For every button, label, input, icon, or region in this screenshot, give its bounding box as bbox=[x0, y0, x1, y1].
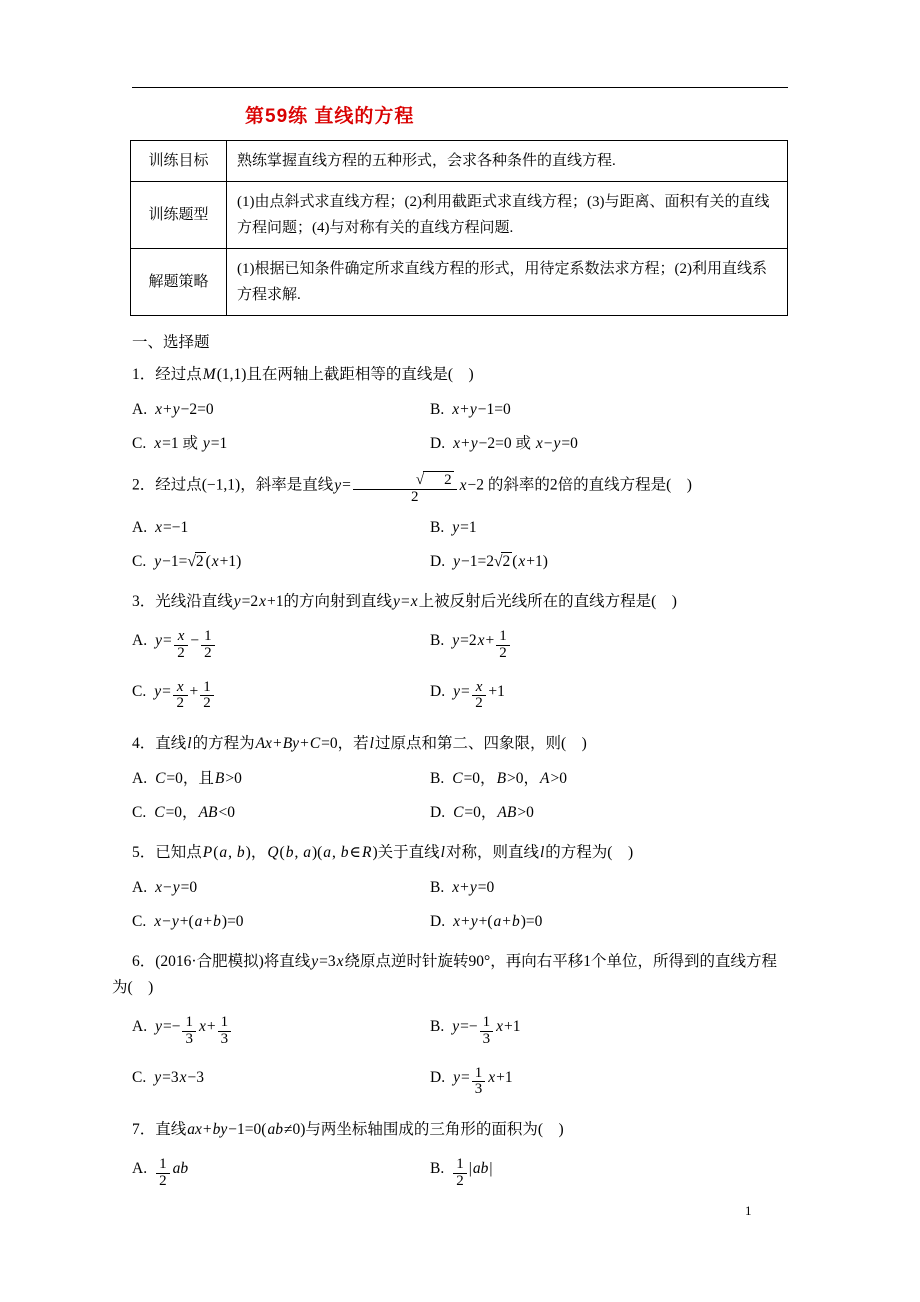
math-variable: b bbox=[512, 913, 520, 930]
math-variable: y bbox=[452, 1018, 460, 1036]
math-variable: b bbox=[340, 844, 349, 861]
fraction-numerator bbox=[353, 471, 457, 489]
option-label: D. bbox=[430, 553, 446, 570]
question-stem: 4．直线l的方程为Ax+By+C=0，若l过原点和第二、四象限，则( ) bbox=[132, 735, 587, 752]
math-variable: x bbox=[154, 435, 162, 452]
fraction bbox=[182, 1015, 196, 1048]
fraction bbox=[200, 680, 214, 713]
option-label: B. bbox=[430, 1018, 445, 1036]
math-variable: a bbox=[194, 913, 203, 930]
table-row bbox=[131, 249, 788, 316]
option-B bbox=[430, 767, 790, 791]
option-B bbox=[430, 516, 790, 540]
math-variable: x bbox=[453, 435, 460, 452]
question bbox=[112, 840, 790, 939]
options-grid bbox=[112, 620, 790, 721]
math-variable: y bbox=[154, 1068, 162, 1086]
option-content: y=− $\frac{1}{3}$ x+1 bbox=[452, 1014, 521, 1047]
math-variable: R bbox=[362, 844, 372, 861]
row-label: 训练目标 bbox=[131, 141, 227, 182]
option-A bbox=[132, 1015, 430, 1048]
option-A bbox=[132, 516, 430, 540]
math-variable: x bbox=[488, 1068, 496, 1086]
option-C bbox=[132, 801, 430, 825]
question bbox=[112, 731, 790, 830]
math-variable: x bbox=[176, 678, 184, 695]
option-C bbox=[132, 910, 430, 934]
option-content: x+y=0 bbox=[452, 879, 495, 896]
math-variable: y bbox=[453, 1068, 460, 1086]
option-content: C=0，B>0，A>0 bbox=[452, 770, 567, 787]
row-label: 训练题型 bbox=[131, 182, 227, 249]
math-variable: x bbox=[198, 1018, 206, 1036]
option-D bbox=[430, 550, 790, 574]
option-content: x=1 或 y=1 bbox=[154, 435, 228, 452]
math-variable: y bbox=[553, 435, 561, 452]
math-variable: C bbox=[452, 770, 463, 787]
option-label: A. bbox=[132, 879, 148, 896]
page-title: 第59练 直线的方程 bbox=[245, 106, 415, 127]
math-variable: by bbox=[212, 1121, 228, 1138]
option-label: B. bbox=[430, 1160, 445, 1178]
math-variable: y bbox=[155, 632, 162, 650]
math-variable: C bbox=[154, 804, 165, 821]
math-variable: l bbox=[539, 844, 545, 861]
table-row bbox=[131, 141, 788, 182]
option-D bbox=[430, 801, 790, 825]
math-variable: x bbox=[155, 519, 162, 536]
option-content: y=− $\frac{1}{3}$ x+ $\frac{1}{3}$ bbox=[154, 1018, 233, 1035]
option-A bbox=[132, 767, 430, 791]
option-content: y= $\frac{x}{2}$ +1 bbox=[453, 678, 505, 712]
option-D bbox=[430, 432, 790, 456]
math-variable: A bbox=[540, 770, 550, 787]
radical-sign: √ bbox=[493, 553, 503, 570]
math-variable: b bbox=[236, 844, 245, 861]
question-stem: 5．已知点P(a, b)，Q(b, a)(a, b∈R)关于直线l对称，则直线l的方程为( ) bbox=[132, 844, 634, 861]
radicand: 2 bbox=[195, 553, 204, 570]
math-variable: y bbox=[452, 632, 460, 650]
math-variable: ab bbox=[472, 1160, 489, 1178]
fraction-denominator: 2 bbox=[353, 489, 457, 506]
math-variable: y bbox=[171, 913, 179, 930]
option-label: C. bbox=[132, 804, 147, 821]
option-label: A. bbox=[132, 770, 148, 787]
option-C bbox=[132, 550, 430, 574]
question-stem: 3．光线沿直线y=2x+1的方向射到直线y=x上被反射后光线所在的直线方程是( ) bbox=[132, 593, 677, 610]
option-B bbox=[430, 876, 790, 900]
question bbox=[112, 362, 790, 461]
option-content: x−y+(a+b)=0 bbox=[154, 913, 244, 930]
top-rule bbox=[132, 87, 788, 88]
math-variable: y bbox=[453, 682, 460, 700]
option-label: D. bbox=[430, 804, 446, 821]
math-variable: y bbox=[311, 953, 319, 970]
fraction-numerator: 1 bbox=[204, 628, 212, 644]
fraction bbox=[173, 680, 188, 713]
option-content: y=1 bbox=[452, 519, 477, 536]
math-variable: x bbox=[535, 435, 543, 452]
math-variable: C bbox=[453, 804, 464, 821]
math-variable: y bbox=[452, 519, 460, 536]
option-content: x=−1 bbox=[155, 519, 189, 536]
math-variable: B bbox=[496, 770, 507, 787]
math-variable: y bbox=[453, 553, 460, 570]
question bbox=[112, 589, 790, 721]
row-label: 解题策略 bbox=[131, 249, 227, 316]
fraction-denominator: 3 bbox=[480, 1031, 494, 1048]
math-variable: x bbox=[475, 678, 483, 695]
option-content: y−1=2√2 (x+1) bbox=[452, 553, 548, 570]
option-label: B. bbox=[430, 632, 445, 650]
math-variable: x bbox=[452, 879, 460, 896]
option-label: C. bbox=[132, 682, 147, 700]
option-C bbox=[132, 680, 430, 713]
option-content: x+y−2=0 bbox=[155, 401, 214, 418]
option-label: B. bbox=[430, 401, 445, 418]
fraction bbox=[353, 471, 457, 506]
option-content: x+y−2=0 或 x−y=0 bbox=[453, 435, 578, 452]
option-content bbox=[154, 1156, 189, 1189]
option-label: B. bbox=[430, 879, 445, 896]
math-variable: y bbox=[172, 879, 180, 896]
math-variable: x bbox=[259, 593, 267, 610]
option-B bbox=[430, 629, 790, 662]
math-variable: y bbox=[334, 476, 342, 494]
section-heading: 一、选择题 bbox=[132, 334, 210, 351]
math-variable: y bbox=[172, 401, 180, 418]
math-variable: M bbox=[202, 366, 216, 383]
math-variable: x bbox=[336, 953, 344, 970]
option-A bbox=[132, 876, 430, 900]
fraction-denominator: 3 bbox=[218, 1031, 232, 1048]
math-variable: ab bbox=[172, 1160, 189, 1178]
option-label: B. bbox=[430, 770, 445, 787]
square-root bbox=[494, 550, 512, 574]
option-D bbox=[430, 1066, 790, 1099]
math-variable: y bbox=[469, 401, 477, 418]
math-variable: C bbox=[155, 770, 166, 787]
option-label: C. bbox=[132, 435, 147, 452]
fraction bbox=[472, 1066, 486, 1099]
math-variable: x bbox=[410, 593, 418, 610]
math-variable: b bbox=[285, 844, 294, 861]
option-label: A. bbox=[132, 519, 148, 536]
fraction-denominator: 2 bbox=[156, 1173, 170, 1190]
fraction-numerator bbox=[173, 680, 188, 696]
question bbox=[112, 1117, 790, 1199]
info-table bbox=[130, 140, 788, 316]
option-D bbox=[430, 680, 790, 713]
fraction-numerator: 1 bbox=[185, 1014, 193, 1030]
math-variable: l bbox=[440, 844, 445, 861]
option-D bbox=[430, 910, 790, 934]
square-root bbox=[376, 471, 454, 489]
options-grid bbox=[112, 1148, 790, 1199]
math-variable: x bbox=[453, 913, 460, 930]
option-A bbox=[132, 398, 430, 422]
fraction bbox=[472, 680, 487, 713]
question-stem: 2．经过点(−1,1)，斜率是直线y= $\frac{√ 2}{2}$ x−2 的斜率的2倍的直线方程是( ) bbox=[132, 472, 692, 506]
math-variable: x bbox=[179, 1068, 187, 1086]
page-number: 1 bbox=[745, 1203, 752, 1218]
option-A bbox=[132, 629, 430, 662]
fraction bbox=[480, 1015, 494, 1048]
fraction bbox=[156, 1157, 170, 1190]
math-variable: x bbox=[518, 553, 526, 570]
math-variable: b bbox=[213, 913, 221, 930]
math-variable: a bbox=[323, 844, 332, 861]
option-label: A. bbox=[132, 632, 148, 650]
fraction-numerator: 1 bbox=[159, 1156, 167, 1172]
math-variable: x bbox=[155, 879, 162, 896]
math-variable: x bbox=[155, 401, 162, 418]
math-variable: y bbox=[202, 435, 210, 452]
option-content: x+y+(a+b)=0 bbox=[453, 913, 543, 930]
option-content: y= $\frac{x}{2}$ + $\frac{1}{2}$ bbox=[153, 683, 216, 700]
fraction-denominator: 2 bbox=[496, 645, 510, 662]
question-stem: 6．(2016·合肥模拟)将直线y=3x绕原点逆时针旋转90°，再向右平移1个单位，所得到的直线方程为( ) bbox=[112, 953, 777, 996]
math-variable: AB bbox=[198, 804, 218, 821]
radicand: 2 bbox=[502, 553, 511, 570]
option-content: y= $\frac{1}{3}$ x+1 bbox=[453, 1064, 513, 1098]
fraction-denominator: 2 bbox=[453, 1173, 467, 1190]
math-variable: y bbox=[469, 879, 477, 896]
row-content: (1)根据已知条件确定所求直线方程的形式，用待定系数法求方程；(2)利用直线系方程求解. bbox=[227, 249, 788, 316]
question-stem: 7．直线ax+by−1=0(ab≠0)与两坐标轴围成的三角形的面积为( ) bbox=[132, 1121, 564, 1138]
options-grid bbox=[112, 871, 790, 939]
math-variable: a bbox=[303, 844, 311, 861]
math-variable: x bbox=[177, 628, 185, 644]
math-variable: By bbox=[282, 735, 300, 752]
math-variable: y bbox=[470, 913, 478, 930]
option-content: C=0，AB>0 bbox=[453, 804, 534, 821]
option-label: A. bbox=[132, 401, 148, 418]
option-content: $\frac{1}{2}$ |ab| bbox=[451, 1160, 492, 1177]
fraction-numerator: 1 bbox=[474, 1064, 483, 1081]
fraction-denominator: 2 bbox=[173, 695, 188, 712]
math-variable: ax bbox=[187, 1121, 202, 1138]
math-variable: x bbox=[496, 1018, 503, 1036]
fraction-numerator: 1 bbox=[203, 678, 211, 695]
option-content: y= $\frac{x}{2}$ − $\frac{1}{2}$ bbox=[154, 632, 217, 649]
option-content: y=3x−3 bbox=[154, 1068, 204, 1086]
option-content: x−y=0 bbox=[155, 879, 198, 896]
math-variable: ab bbox=[267, 1121, 283, 1138]
question bbox=[112, 471, 790, 579]
option-label: C. bbox=[132, 553, 147, 570]
option-content: y=2x+ $\frac{1}{2}$ bbox=[451, 632, 512, 649]
options-grid bbox=[112, 511, 790, 579]
fraction bbox=[174, 629, 189, 662]
table-row bbox=[131, 182, 788, 249]
option-label: B. bbox=[430, 519, 445, 536]
option-label: A. bbox=[132, 1160, 148, 1178]
option-B bbox=[430, 398, 790, 422]
option-B bbox=[430, 1157, 790, 1190]
question-stem: 1．经过点M(1,1)且在两轴上截距相等的直线是( ) bbox=[132, 366, 474, 383]
math-variable: y bbox=[155, 1018, 162, 1036]
math-variable: y bbox=[470, 435, 478, 452]
radical-sign: √ bbox=[415, 472, 425, 488]
row-content: (1)由点斜式求直线方程；(2)利用截距式求直线方程；(3)与距离、面积有关的直线方程问题；(4)与对称有关的直线方程问题. bbox=[227, 182, 788, 249]
questions bbox=[112, 362, 790, 1199]
math-variable: y bbox=[154, 553, 162, 570]
math-variable: y bbox=[393, 593, 400, 610]
option-label: D. bbox=[430, 1068, 446, 1086]
fraction bbox=[453, 1157, 467, 1190]
math-variable: Q bbox=[267, 844, 279, 861]
math-variable: y bbox=[154, 682, 162, 700]
math-variable: a bbox=[493, 913, 502, 930]
option-label: D. bbox=[430, 913, 446, 930]
fraction-numerator: 1 bbox=[456, 1156, 464, 1172]
option-C bbox=[132, 1066, 430, 1099]
fraction bbox=[201, 629, 215, 662]
math-variable: l bbox=[369, 735, 374, 752]
math-variable: x bbox=[211, 553, 219, 570]
fraction-denominator: 2 bbox=[200, 695, 214, 712]
question bbox=[112, 949, 790, 1107]
math-variable: B bbox=[214, 770, 225, 787]
option-A bbox=[132, 1157, 430, 1190]
fraction-denominator: 2 bbox=[174, 645, 189, 662]
math-variable: x bbox=[154, 913, 162, 930]
math-variable: AB bbox=[497, 804, 517, 821]
options-grid bbox=[112, 393, 790, 461]
fraction-numerator: 1 bbox=[220, 1014, 229, 1030]
option-label: A. bbox=[132, 1018, 148, 1036]
fraction-denominator: 3 bbox=[182, 1031, 196, 1048]
square-root bbox=[187, 550, 205, 574]
fraction-denominator: 3 bbox=[472, 1081, 486, 1098]
options-grid bbox=[112, 762, 790, 830]
math-variable: a bbox=[219, 844, 228, 861]
option-content: C=0，且B>0 bbox=[155, 770, 242, 787]
radicand: 2 bbox=[423, 471, 454, 489]
option-label: D. bbox=[430, 435, 446, 452]
option-C bbox=[132, 432, 430, 456]
row-content: 熟练掌握直线方程的五种形式，会求各种条件的直线方程. bbox=[227, 141, 788, 182]
math-variable: Ax bbox=[255, 735, 272, 752]
fraction-denominator: 2 bbox=[472, 695, 487, 712]
math-variable: x bbox=[452, 401, 460, 418]
option-B bbox=[430, 1015, 790, 1048]
math-variable: P bbox=[202, 844, 213, 861]
fraction bbox=[218, 1015, 232, 1048]
fraction-numerator: 1 bbox=[499, 628, 507, 644]
math-variable: C bbox=[309, 735, 321, 752]
fraction-numerator: 1 bbox=[482, 1014, 491, 1030]
math-variable: x bbox=[459, 476, 467, 494]
fraction-denominator: 2 bbox=[201, 645, 215, 662]
option-content: x+y−1=0 bbox=[452, 401, 511, 418]
radical-sign: √ bbox=[187, 553, 196, 570]
math-variable: x bbox=[477, 632, 485, 650]
fraction-numerator bbox=[472, 680, 487, 696]
option-label: C. bbox=[132, 1068, 147, 1086]
option-content: y−1=√2 (x+1) bbox=[153, 553, 241, 570]
fraction bbox=[496, 629, 510, 662]
option-content: C=0，AB<0 bbox=[154, 804, 235, 821]
option-label: C. bbox=[132, 913, 147, 930]
option-label: D. bbox=[430, 682, 446, 700]
fraction-numerator bbox=[174, 629, 189, 645]
math-variable: l bbox=[187, 735, 192, 752]
options-grid bbox=[112, 1006, 790, 1107]
math-variable: y bbox=[233, 593, 241, 610]
